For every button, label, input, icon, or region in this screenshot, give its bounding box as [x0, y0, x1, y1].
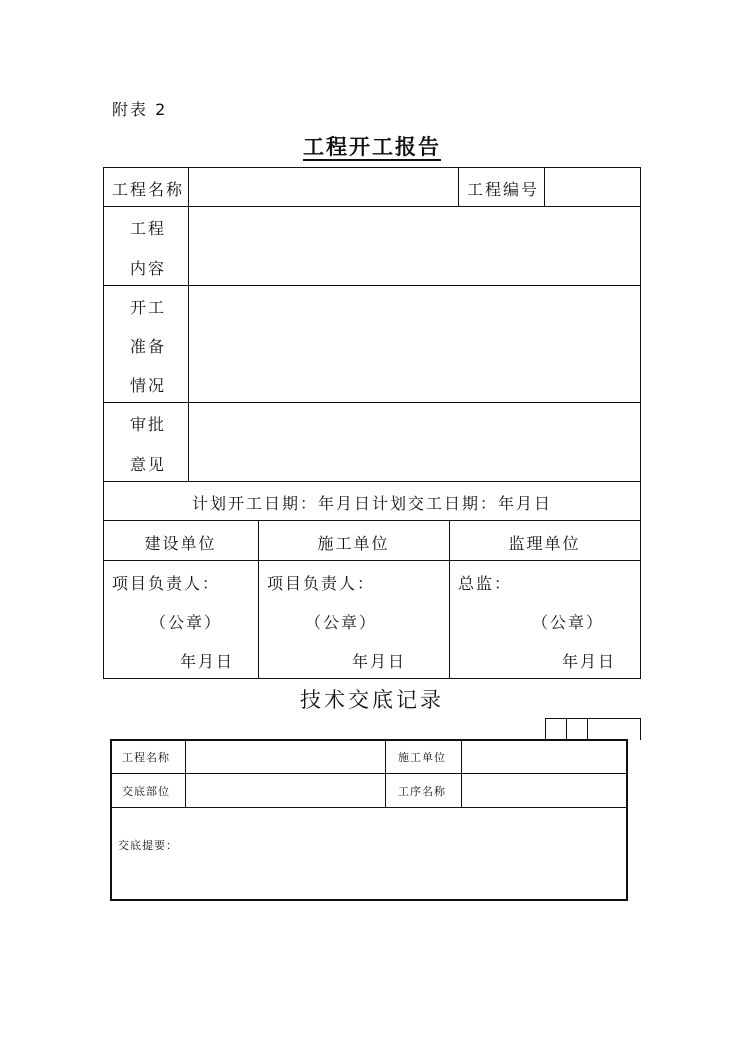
number-box-top [545, 718, 641, 719]
content-label-line2: 内容 [130, 259, 167, 278]
row-divider [103, 481, 641, 482]
report-border-left [103, 167, 104, 679]
prep-value[interactable] [189, 286, 639, 401]
report-border-bottom [103, 678, 641, 679]
briefing-project-name-value[interactable] [186, 741, 384, 772]
row-divider [103, 560, 641, 561]
col1-person-label: 项目负责人： [112, 574, 221, 593]
project-number-label: 工程编号 [467, 180, 540, 199]
briefing-project-name-label: 工程名称 [122, 751, 170, 764]
col2-date: 年月日 [352, 652, 407, 671]
cell-divider [458, 167, 459, 206]
briefing-border-bottom [110, 899, 628, 901]
project-number-value[interactable] [545, 168, 639, 205]
prep-label-line3: 情况 [130, 376, 167, 395]
attachment-label: 附表 2 [112, 100, 168, 119]
contractor-header: 施工单位 [317, 534, 390, 553]
briefing-part-value[interactable] [186, 775, 384, 806]
briefing-contractor-value[interactable] [462, 741, 625, 772]
prep-label-line1: 开工 [130, 298, 167, 317]
prep-label-line2: 准备 [130, 337, 167, 356]
number-box-divider [566, 718, 567, 740]
content-label-line1: 工程 [130, 219, 167, 238]
supervisor-header: 监理单位 [508, 534, 581, 553]
col1-date: 年月日 [180, 652, 235, 671]
col3-person-label: 总监： [458, 574, 513, 593]
construction-org-header: 建设单位 [144, 534, 217, 553]
number-box-divider [640, 718, 641, 740]
approval-label-line1: 审批 [130, 415, 167, 434]
schedule-line: 计划开工日期：年月日计划交工日期：年月日 [191, 494, 552, 513]
col1-seal: （公章） [150, 613, 223, 632]
project-name-label: 工程名称 [112, 180, 185, 199]
content-value[interactable] [189, 207, 639, 284]
briefing-summary-value[interactable] [112, 809, 625, 898]
col3-seal: （公章） [532, 613, 605, 632]
briefing-process-label: 工序名称 [398, 785, 446, 798]
briefing-summary-label: 交底提要： [118, 839, 178, 852]
briefing-row-divider [110, 773, 627, 774]
col2-seal: （公章） [305, 613, 378, 632]
row-divider [103, 520, 641, 521]
number-box-divider [545, 718, 546, 740]
number-box-divider [587, 718, 588, 740]
report-title-wrap [0, 131, 744, 161]
briefing-part-label: 交底部位 [122, 785, 170, 798]
briefing-contractor-label: 施工单位 [398, 751, 446, 764]
report-border-right [640, 167, 641, 679]
project-name-value[interactable] [189, 168, 457, 205]
col3-date: 年月日 [562, 652, 617, 671]
approval-label-line2: 意见 [130, 455, 167, 474]
briefing-title: 技术交底记录 [300, 688, 444, 712]
briefing-row-divider [110, 807, 627, 808]
briefing-border-right [626, 739, 628, 901]
report-title: 工程开工报告 [303, 135, 441, 159]
briefing-process-value[interactable] [462, 775, 625, 806]
briefing-cell-divider [385, 740, 386, 807]
approval-value[interactable] [189, 403, 639, 480]
col2-person-label: 项目负责人： [267, 574, 376, 593]
